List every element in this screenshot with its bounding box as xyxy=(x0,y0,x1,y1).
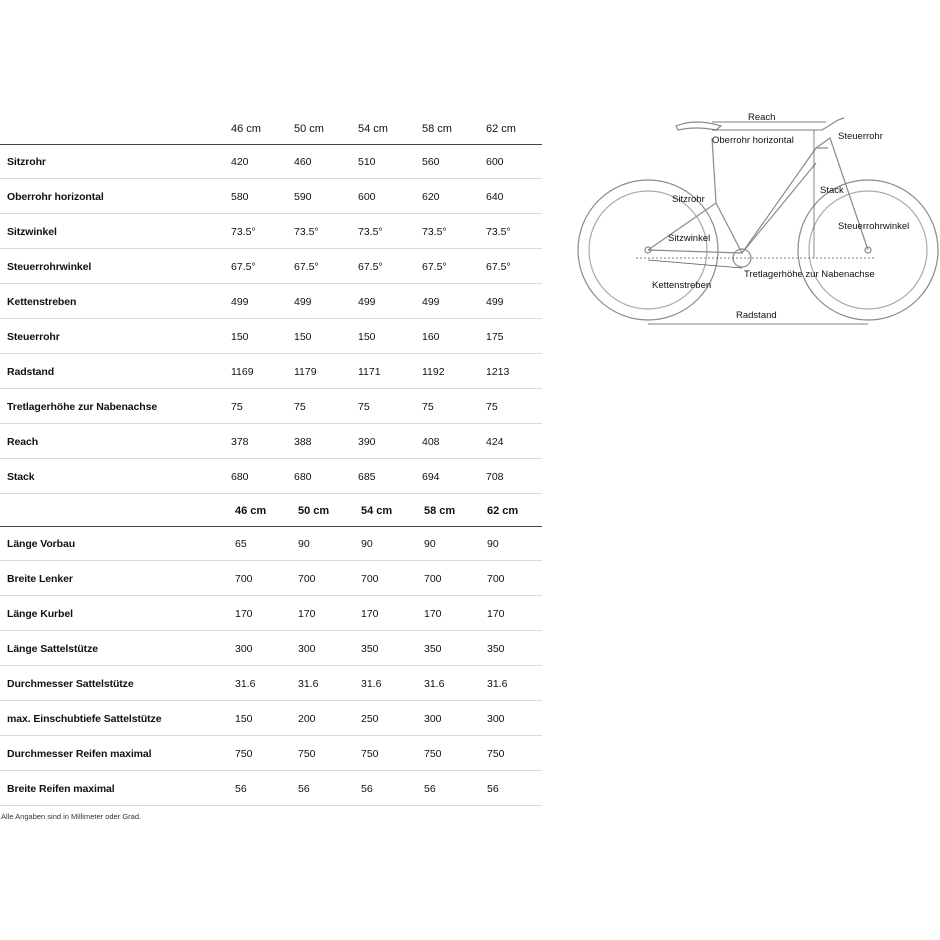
table-cell: 73.5° xyxy=(422,226,447,238)
table-row xyxy=(0,736,542,771)
table-row xyxy=(0,526,542,561)
table-cell: 73.5° xyxy=(358,226,383,238)
table-cell: 700 xyxy=(235,573,253,585)
table-cell: 150 xyxy=(358,331,376,343)
table-row xyxy=(0,666,542,701)
table-cell: 200 xyxy=(298,713,316,725)
label-steuerrohr: Steuerrohr xyxy=(838,131,883,142)
table-cell: 750 xyxy=(361,748,379,760)
table-cell: 75 xyxy=(422,401,434,413)
table-row xyxy=(0,179,542,214)
table-cell: 388 xyxy=(294,436,312,448)
table-cell: 150 xyxy=(231,331,249,343)
row-label: Breite Lenker xyxy=(7,573,73,585)
seat-tube xyxy=(712,138,716,203)
table-cell: 1179 xyxy=(294,366,317,378)
chain-stay xyxy=(648,250,742,253)
table-row xyxy=(0,284,542,319)
table-cell: 499 xyxy=(358,296,376,308)
table-cell: 67.5° xyxy=(422,261,447,273)
table-cell: 499 xyxy=(486,296,504,308)
label-sitzwinkel: Sitzwinkel xyxy=(668,233,711,244)
table-cell: 67.5° xyxy=(358,261,383,273)
header-size-54: 54 cm xyxy=(361,505,393,517)
table-cell: 31.6 xyxy=(361,678,382,690)
table-cell: 90 xyxy=(361,538,373,550)
table-cell: 560 xyxy=(422,156,440,168)
table-cell: 73.5° xyxy=(294,226,319,238)
table-cell: 56 xyxy=(487,783,499,795)
table-cell: 300 xyxy=(235,643,253,655)
table-cell: 56 xyxy=(361,783,373,795)
handlebar xyxy=(822,118,844,130)
table-cell: 31.6 xyxy=(298,678,319,690)
header-size-58: 58 cm xyxy=(422,123,452,135)
table-cell: 73.5° xyxy=(231,226,256,238)
table-cell: 694 xyxy=(422,471,440,483)
header-size-46: 46 cm xyxy=(235,505,267,517)
row-label: Länge Kurbel xyxy=(7,608,73,620)
table-cell: 680 xyxy=(294,471,312,483)
label-radstand: Radstand xyxy=(736,310,777,321)
table-cell: 300 xyxy=(298,643,316,655)
table-row xyxy=(0,214,542,249)
table-row xyxy=(0,561,542,596)
table-cell: 350 xyxy=(361,643,379,655)
table-cell: 31.6 xyxy=(235,678,256,690)
table-cell: 1171 xyxy=(358,366,381,378)
header-size-54: 54 cm xyxy=(358,123,388,135)
table-cell: 56 xyxy=(424,783,436,795)
geometry-header-row xyxy=(0,110,542,144)
table-cell: 750 xyxy=(235,748,253,760)
row-label: Stack xyxy=(7,471,35,483)
table-cell: 1169 xyxy=(231,366,254,378)
table-cell: 499 xyxy=(422,296,440,308)
label-steuerrohrwinkel: Steuerrohrwinkel xyxy=(838,221,910,232)
table-cell: 67.5° xyxy=(231,261,256,273)
table-row xyxy=(0,424,542,459)
table-cell: 390 xyxy=(358,436,376,448)
table-cell: 170 xyxy=(298,608,316,620)
row-label: Tretlagerhöhe zur Nabenachse xyxy=(7,401,158,413)
table-cell: 750 xyxy=(298,748,316,760)
table-row xyxy=(0,319,542,354)
label-oberrohr: Oberrohr horizontal xyxy=(712,135,794,146)
table-cell: 685 xyxy=(358,471,376,483)
table-row xyxy=(0,596,542,631)
header-size-50: 50 cm xyxy=(298,505,330,517)
table-row xyxy=(0,389,542,424)
table-cell: 67.5° xyxy=(486,261,511,273)
geometry-table xyxy=(0,110,542,494)
table-cell: 90 xyxy=(424,538,436,550)
components-table xyxy=(0,492,542,806)
table-cell: 424 xyxy=(486,436,504,448)
geometry-rows xyxy=(0,144,542,494)
table-cell: 640 xyxy=(486,191,504,203)
table-cell: 1213 xyxy=(486,366,510,378)
table-cell: 160 xyxy=(422,331,440,343)
header-size-58: 58 cm xyxy=(424,505,456,517)
table-cell: 708 xyxy=(486,471,504,483)
row-label: Durchmesser Sattelstütze xyxy=(7,678,134,690)
table-row xyxy=(0,144,542,179)
table-cell: 750 xyxy=(424,748,442,760)
row-label: Länge Vorbau xyxy=(7,538,76,550)
table-cell: 499 xyxy=(231,296,249,308)
table-cell: 1192 xyxy=(422,366,445,378)
table-cell: 750 xyxy=(487,748,505,760)
table-cell: 56 xyxy=(298,783,310,795)
row-label: Reach xyxy=(7,436,39,448)
table-cell: 700 xyxy=(487,573,505,585)
table-cell: 580 xyxy=(231,191,249,203)
label-kettenstreben: Kettenstreben xyxy=(652,280,712,291)
bike-geometry-diagram xyxy=(576,108,940,358)
label-reach: Reach xyxy=(748,112,776,123)
table-cell: 510 xyxy=(358,156,376,168)
table-cell: 250 xyxy=(361,713,379,725)
saddle xyxy=(676,122,721,130)
row-label: Durchmesser Reifen maximal xyxy=(7,748,152,760)
row-label: Radstand xyxy=(7,366,55,378)
footnote: Alle Angaben sind in Millimeter oder Grad. xyxy=(1,812,142,821)
label-stack: Stack xyxy=(820,185,844,196)
row-label: Steuerrohrwinkel xyxy=(7,261,92,273)
table-cell: 620 xyxy=(422,191,440,203)
table-row xyxy=(0,701,542,736)
table-cell: 408 xyxy=(422,436,440,448)
header-size-46: 46 cm xyxy=(231,123,261,135)
table-row xyxy=(0,249,542,284)
header-size-50: 50 cm xyxy=(294,123,324,135)
components-rows xyxy=(0,526,542,806)
table-row xyxy=(0,771,542,806)
table-cell: 499 xyxy=(294,296,312,308)
table-cell: 600 xyxy=(358,191,376,203)
table-cell: 170 xyxy=(361,608,379,620)
label-sitzrohr: Sitzrohr xyxy=(672,194,705,205)
row-label: Sitzrohr xyxy=(7,156,46,168)
table-cell: 75 xyxy=(231,401,243,413)
row-label: Oberrohr horizontal xyxy=(7,191,104,203)
table-cell: 90 xyxy=(487,538,499,550)
components-header-row xyxy=(0,492,542,526)
header-size-62: 62 cm xyxy=(486,123,516,135)
table-cell: 90 xyxy=(298,538,310,550)
table-cell: 170 xyxy=(235,608,253,620)
table-cell: 75 xyxy=(294,401,306,413)
table-cell: 700 xyxy=(298,573,316,585)
table-cell: 175 xyxy=(486,331,504,343)
table-cell: 600 xyxy=(486,156,504,168)
table-cell: 378 xyxy=(231,436,249,448)
table-row xyxy=(0,459,542,494)
table-cell: 350 xyxy=(424,643,442,655)
row-label: max. Einschubtiefe Sattelstütze xyxy=(7,713,162,725)
table-cell: 680 xyxy=(231,471,249,483)
table-cell: 300 xyxy=(487,713,505,725)
table-cell: 65 xyxy=(235,538,247,550)
table-cell: 170 xyxy=(424,608,442,620)
table-cell: 420 xyxy=(231,156,249,168)
table-cell: 700 xyxy=(424,573,442,585)
table-row xyxy=(0,354,542,389)
row-label: Breite Reifen maximal xyxy=(7,783,115,795)
table-cell: 300 xyxy=(424,713,442,725)
table-cell: 73.5° xyxy=(486,226,511,238)
table-cell: 56 xyxy=(235,783,247,795)
row-label: Kettenstreben xyxy=(7,296,77,308)
table-cell: 31.6 xyxy=(487,678,508,690)
table-cell: 31.6 xyxy=(424,678,445,690)
table-cell: 150 xyxy=(235,713,253,725)
header-size-62: 62 cm xyxy=(487,505,519,517)
table-cell: 150 xyxy=(294,331,312,343)
row-label: Steuerrohr xyxy=(7,331,60,343)
label-tretlager: Tretlagerhöhe zur Nabenachse xyxy=(744,269,875,280)
table-cell: 75 xyxy=(358,401,370,413)
kettenstreben-line xyxy=(648,260,742,268)
table-cell: 350 xyxy=(487,643,505,655)
table-cell: 170 xyxy=(487,608,505,620)
down-tube xyxy=(742,163,816,253)
table-cell: 460 xyxy=(294,156,312,168)
row-label: Länge Sattelstütze xyxy=(7,643,98,655)
table-row xyxy=(0,631,542,666)
table-cell: 590 xyxy=(294,191,312,203)
table-cell: 700 xyxy=(361,573,379,585)
table-cell: 67.5° xyxy=(294,261,319,273)
table-cell: 75 xyxy=(486,401,498,413)
row-label: Sitzwinkel xyxy=(7,226,57,238)
